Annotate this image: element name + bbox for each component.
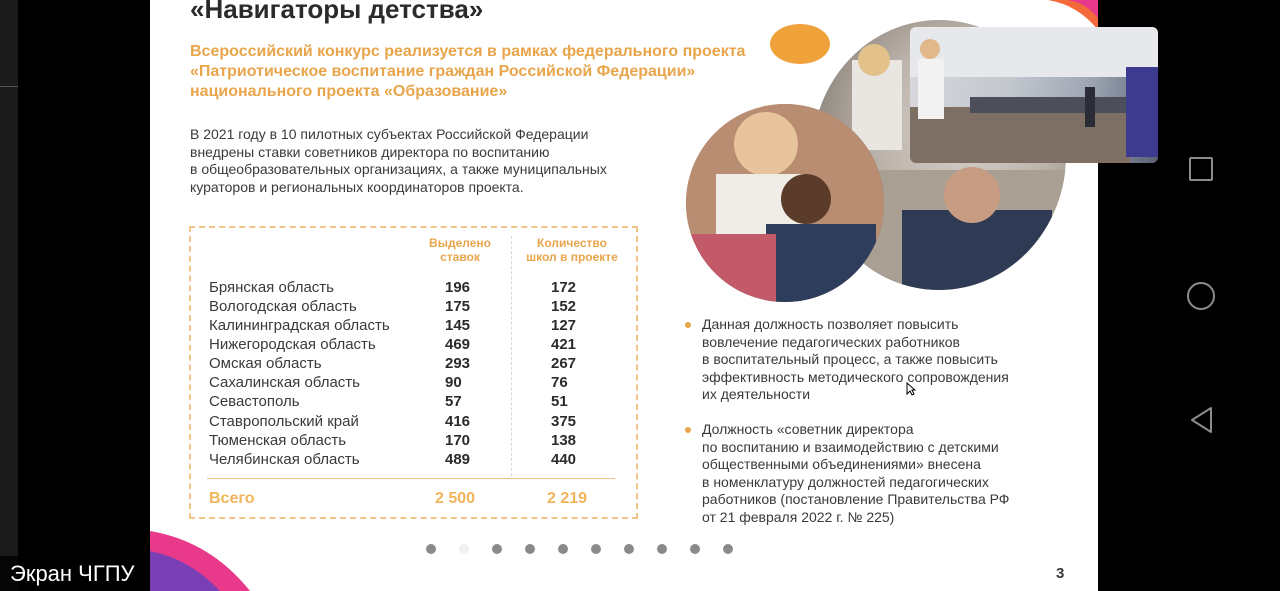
intro-line: кураторов и региональных координаторов проекта. (190, 178, 524, 195)
speaker-video-overlay[interactable] (910, 27, 1158, 163)
total-label: Всего (209, 490, 255, 507)
bullet-dot (685, 427, 691, 433)
region-name: Нижегородская область (209, 336, 376, 353)
table-row (209, 336, 629, 355)
rates-value: 196 (445, 279, 471, 296)
schools-value: 152 (551, 298, 577, 315)
schools-value: 375 (551, 413, 577, 430)
bullet-line: Должность «советник директора (702, 421, 914, 437)
table-row (209, 374, 629, 393)
pagination-dot[interactable] (624, 544, 634, 554)
table-row (209, 393, 629, 412)
total-rates: 2 500 (435, 490, 476, 507)
pagination-dot[interactable] (690, 544, 700, 554)
bullet-text (702, 421, 1009, 526)
subtitle-line: Всероссийский конкурс реализуется в рамках федерального проекта (190, 43, 746, 60)
bullet-line: в воспитательный процесс, а также повысить (702, 351, 998, 367)
pagination-dot[interactable] (426, 544, 436, 554)
back-icon[interactable] (1189, 406, 1215, 434)
table-row (209, 451, 629, 470)
rates-value: 293 (445, 355, 471, 372)
schools-value: 267 (551, 355, 577, 372)
table-row (209, 432, 629, 451)
schools-value: 421 (551, 336, 577, 353)
region-name: Омская область (209, 355, 322, 372)
col-header-line: Количество (537, 236, 607, 250)
intro-paragraph (190, 126, 660, 196)
col-header-line: ставок (440, 250, 480, 264)
decor-corner-bottom-left (150, 521, 300, 591)
technopark-banner (1126, 67, 1158, 157)
left-edge-tick (0, 86, 18, 87)
pagination-dot[interactable] (492, 544, 502, 554)
video-frame (910, 27, 1158, 163)
bullet-line: вовлечение педагогических работников (702, 333, 960, 350)
left-edge-bar (0, 0, 18, 591)
rates-value: 175 (445, 298, 471, 315)
schools-value: 440 (551, 451, 577, 468)
bullet-line: по воспитанию и взаимодействию с детскими (702, 438, 999, 455)
col-header-line: Выделено (429, 236, 491, 250)
region-name: Вологодская область (209, 298, 357, 315)
mouse-cursor-icon (906, 382, 916, 396)
col-header-schools (517, 236, 627, 264)
total-divider (207, 478, 615, 479)
region-name: Сахалинская область (209, 374, 360, 391)
bullet-line: от 21 февраля 2022 г. № 225) (702, 508, 895, 525)
pagination-dot[interactable] (723, 544, 733, 554)
rates-value: 489 (445, 451, 471, 468)
children-photo (686, 104, 884, 302)
pagination-dot[interactable] (591, 544, 601, 554)
pagination-dot[interactable] (525, 544, 535, 554)
intro-line: в общеобразовательных организациях, а также муниципальных (190, 161, 607, 177)
region-name: Калининградская область (209, 317, 390, 334)
bullet-line: Данная должность позволяет повысить (702, 316, 959, 332)
rates-value: 145 (445, 317, 471, 334)
recents-icon[interactable] (1189, 157, 1213, 181)
page-number: 3 (1056, 565, 1065, 582)
col-header-rates (415, 236, 505, 264)
schools-value: 172 (551, 279, 577, 296)
col-header-line: школ в проекте (526, 250, 618, 264)
pagination-dot[interactable] (657, 544, 667, 554)
subtitle-line: национального проекта «Образование» (190, 83, 508, 100)
intro-line: В 2021 году в 10 пилотных субъектах Российской Федерации (190, 126, 589, 142)
pagination-dot[interactable] (558, 544, 568, 554)
rates-value: 416 (445, 413, 471, 430)
slide-title: «Навигаторы детства» (190, 0, 484, 24)
slide-subtitle (190, 42, 790, 102)
table-row (209, 413, 629, 432)
table-row (209, 298, 629, 317)
schools-value: 76 (551, 374, 568, 391)
schools-value: 138 (551, 432, 577, 449)
decor-corner-top-right (1038, 0, 1098, 30)
table-row (209, 355, 629, 374)
region-name: Брянская область (209, 279, 334, 296)
rates-value: 90 (445, 374, 462, 391)
rates-value: 170 (445, 432, 471, 449)
region-name: Ставропольский край (209, 413, 359, 430)
bullet-line: в номенклатуру должностей педагогических (702, 473, 989, 490)
bullet-line: работников (постановление Правительства РФ (702, 491, 1010, 507)
slide-pagination (426, 544, 733, 554)
bullet-line: общественными объединениями» внесена (702, 456, 981, 472)
android-nav-bar (1168, 0, 1280, 591)
bullet-dot (685, 322, 691, 328)
rates-value: 57 (445, 393, 462, 410)
bullet-line: эффективность методического сопровождения (702, 368, 1009, 385)
rates-value: 469 (445, 336, 471, 353)
pagination-dot-active[interactable] (459, 544, 469, 554)
regions-table (189, 226, 638, 519)
schools-value: 51 (551, 393, 568, 410)
decor-orange-shape (770, 24, 830, 64)
bullet-line: их деятельности (702, 386, 811, 402)
bullet-text (702, 316, 1009, 404)
screen-share-label: Экран ЧГПУ (0, 556, 145, 591)
schools-value: 127 (551, 317, 577, 334)
subtitle-line: «Патриотическое воспитание граждан Российской Федерации» (190, 63, 696, 80)
intro-line: внедрены ставки советников директора по воспитанию (190, 143, 550, 160)
region-name: Тюменская область (209, 432, 347, 449)
home-icon[interactable] (1187, 282, 1215, 310)
table-row (209, 317, 629, 336)
region-name: Челябинская область (209, 451, 360, 468)
region-name: Севастополь (209, 393, 300, 410)
total-schools: 2 219 (547, 490, 588, 507)
table-row (209, 279, 629, 298)
